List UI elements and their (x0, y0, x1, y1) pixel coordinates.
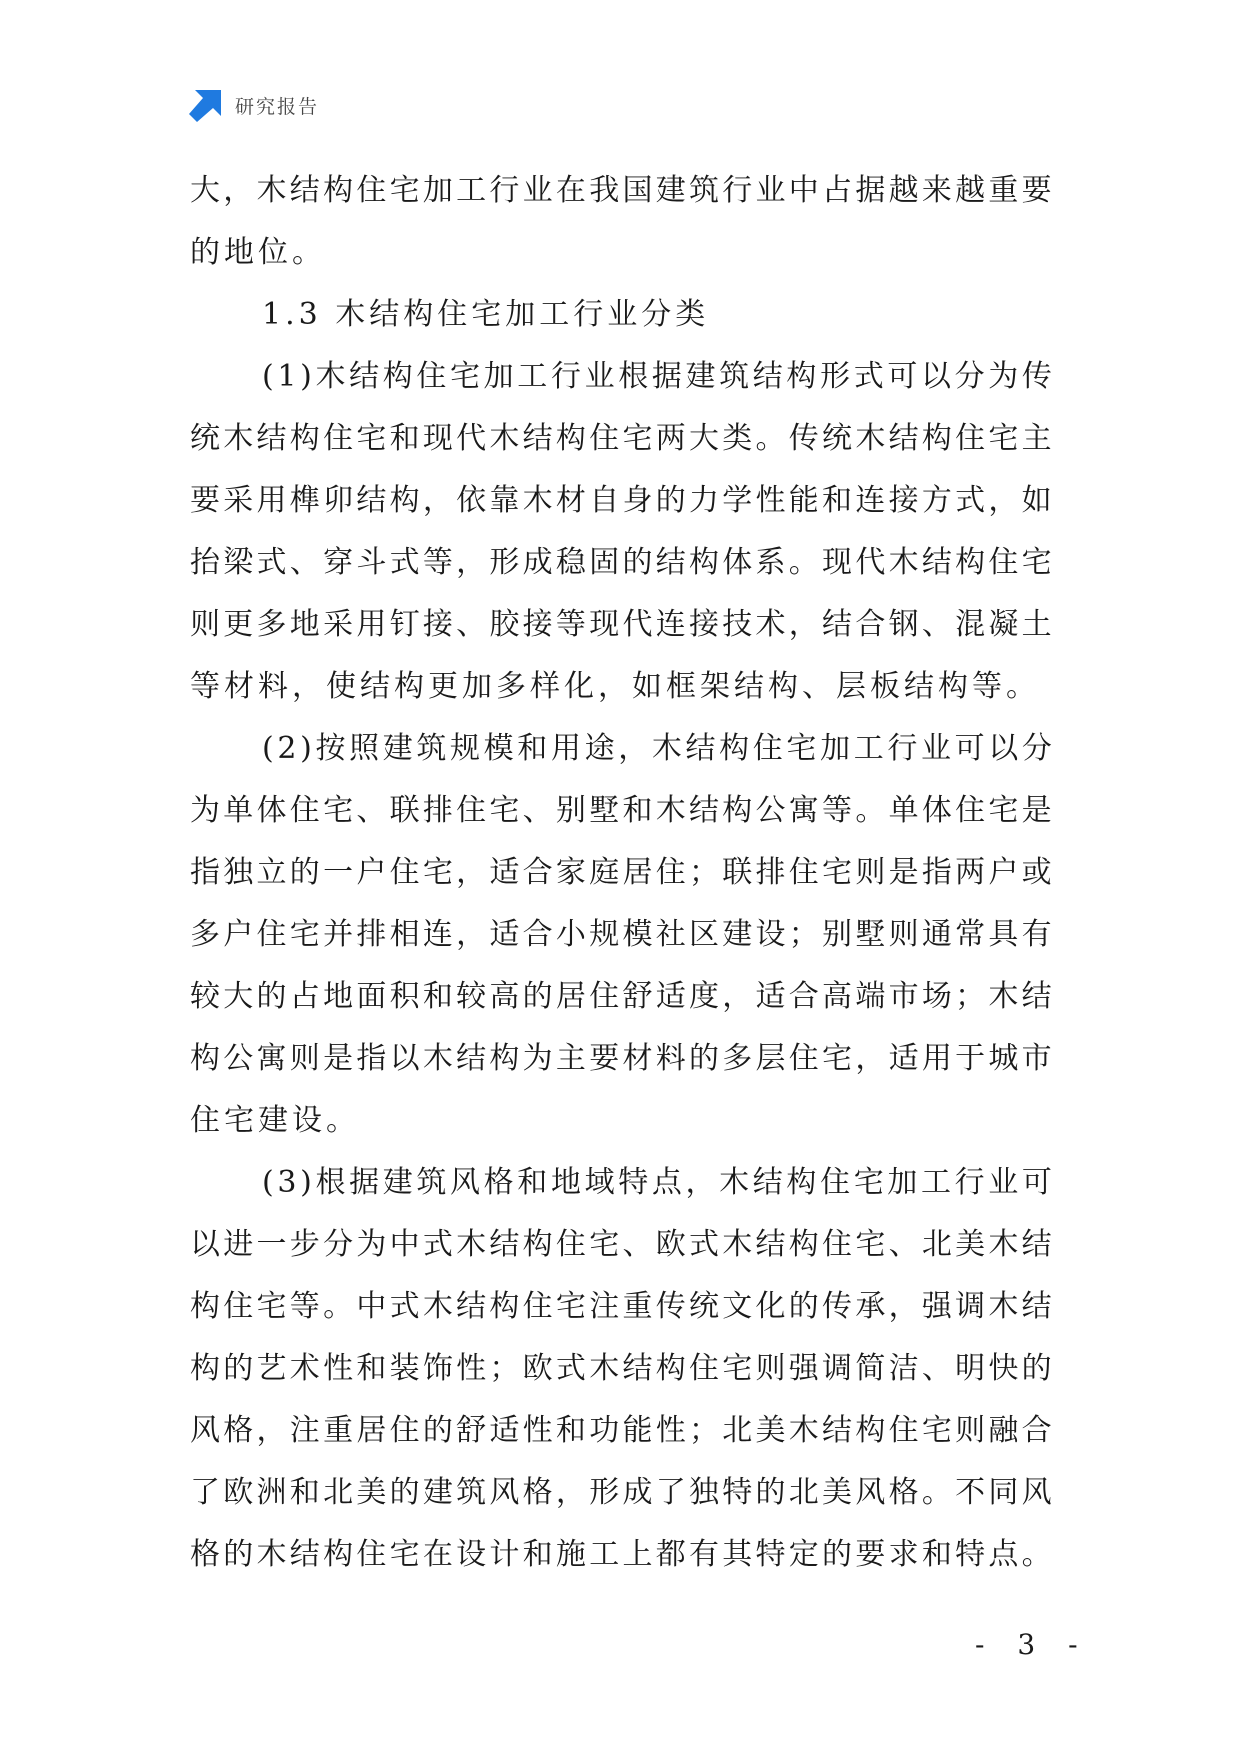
text-line: 抬 梁 式 、 穿 斗 式 等 ， 形 成 稳 固 的 结 构 体 系 。 现 代 木 结 构 住 宅 (190, 545, 1052, 580)
text-line: 的地位。 (190, 235, 326, 270)
text-line: 格 的 木 结 构 住 宅 在 设 计 和 施 工 上 都 有 其 特 定 的 要 求 和 特 点 。 (190, 1537, 1052, 1572)
text-line: 统 木 结 构 住 宅 和 现 代 木 结 构 住 宅 两 大 类 。 传 统 木 结 构 住 宅 主 (190, 421, 1052, 456)
text-line: 以 进 一 步 分 为 中 式 木 结 构 住 宅 、 欧 式 木 结 构 住 宅 、 北 美 木 结 (190, 1227, 1052, 1262)
arrow-up-right-icon (189, 88, 223, 122)
text-line: 要 采 用 榫 卯 结 构 ， 依 靠 木 材 自 身 的 力 学 性 能 和 连 接 方 式 ， 如 (190, 483, 1052, 518)
text-line: 构 公 寓 则 是 指 以 木 结 构 为 主 要 材 料 的 多 层 住 宅 ， 适 用 于 城 市 (190, 1041, 1052, 1076)
text-line: 多 户 住 宅 并 排 相 连 ， 适 合 小 规 模 社 区 建 设 ； 别 墅 则 通 常 具 有 (190, 917, 1052, 952)
text-line: ( 2 ) 按 照 建 筑 规 模 和 用 途 ， 木 结 构 住 宅 加 工 行 业 可 以 分 (262, 731, 1052, 766)
text-line: 为 单 体 住 宅 、 联 排 住 宅 、 别 墅 和 木 结 构 公 寓 等 。 单 体 住 宅 是 (190, 793, 1052, 828)
text-line: 住宅建设。 (190, 1103, 360, 1138)
text-line: 了 欧 洲 和 北 美 的 建 筑 风 格 ， 形 成 了 独 特 的 北 美 风 格 。 不 同 风 (190, 1475, 1052, 1510)
text-line: 1.3 木结构住宅加工行业分类 (262, 297, 710, 332)
report-label: 研究报告 (235, 95, 320, 118)
text-line: 构 住 宅 等 。 中 式 木 结 构 住 宅 注 重 传 统 文 化 的 传 承 ， 强 调 木 结 (190, 1289, 1052, 1324)
text-line: ( 1 ) 木 结 构 住 宅 加 工 行 业 根 据 建 筑 结 构 形 式 可 以 分 为 传 (262, 359, 1052, 394)
page-header (189, 88, 319, 122)
text-line: 等材料，使结构更加多样化，如框架结构、层板结构等。 (190, 669, 1040, 704)
page-number: - 3 - (975, 1628, 1090, 1661)
text-line: 风 格 ， 注 重 居 住 的 舒 适 性 和 功 能 性 ； 北 美 木 结 构 住 宅 则 融 合 (190, 1413, 1052, 1448)
text-line: 指 独 立 的 一 户 住 宅 ， 适 合 家 庭 居 住 ； 联 排 住 宅 则 是 指 两 户 或 (190, 855, 1052, 890)
document-body (190, 160, 1052, 1586)
text-line: ( 3 ) 根 据 建 筑 风 格 和 地 域 特 点 ， 木 结 构 住 宅 加 工 行 业 可 (262, 1165, 1052, 1200)
text-line: 构 的 艺 术 性 和 装 饰 性 ； 欧 式 木 结 构 住 宅 则 强 调 简 洁 、 明 快 的 (190, 1351, 1052, 1386)
text-line: 较 大 的 占 地 面 积 和 较 高 的 居 住 舒 适 度 ， 适 合 高 端 市 场 ； 木 结 (190, 979, 1052, 1014)
text-line: 则 更 多 地 采 用 钉 接 、 胶 接 等 现 代 连 接 技 术 ， 结 合 钢 、 混 凝 土 (190, 607, 1052, 642)
text-line: 大 ， 木 结 构 住 宅 加 工 行 业 在 我 国 建 筑 行 业 中 占 据 越 来 越 重 要 (190, 173, 1052, 208)
